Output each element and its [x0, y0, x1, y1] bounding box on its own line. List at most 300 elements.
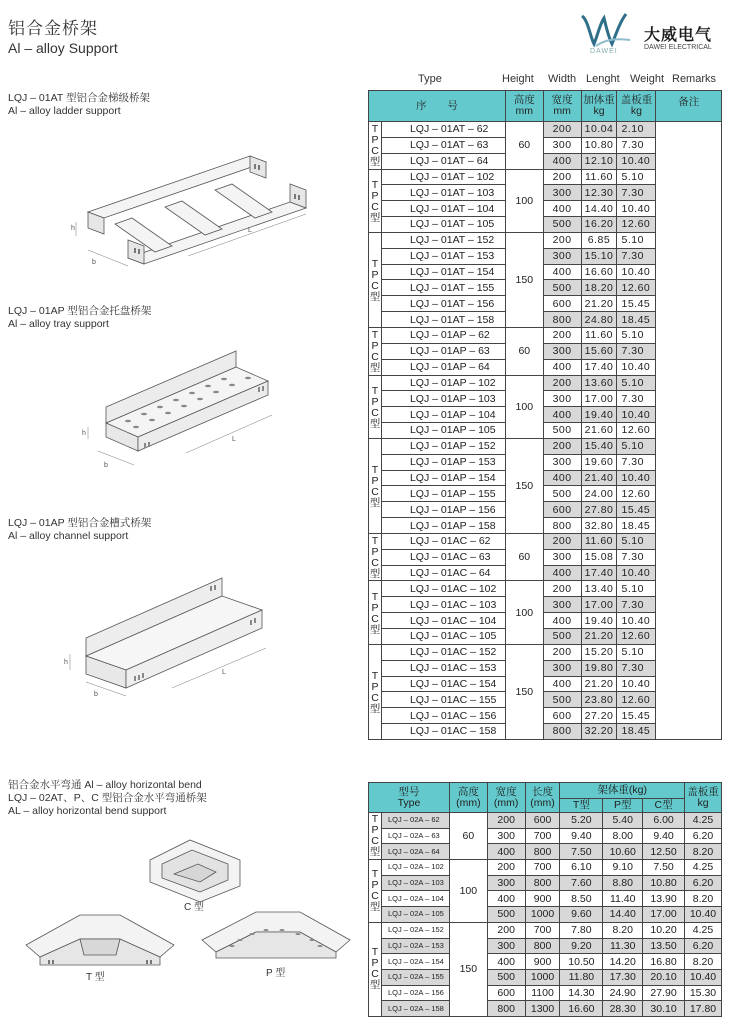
model-cell: LQJ – 01AT – 158 — [381, 312, 505, 328]
model-cell: LQJ – 02A – 154 — [381, 954, 449, 970]
weight-cell: 21.20 — [581, 629, 617, 645]
t2-header-length: 长度 (mm) — [525, 783, 560, 813]
cover-cell: 10.40 — [684, 969, 721, 985]
cover-cell: 8.20 — [684, 954, 721, 970]
width-cell: 800 — [543, 312, 581, 328]
weight-cell: 14.40 — [581, 201, 617, 217]
svg-text:b: b — [104, 462, 108, 469]
cover-cell: 10.40 — [617, 565, 656, 581]
table-row — [369, 954, 722, 970]
table-row — [369, 875, 722, 891]
t-weight-cell: 11.80 — [560, 969, 603, 985]
width-cell: 400 — [543, 676, 581, 692]
height-cell: 60 — [505, 533, 543, 581]
c-weight-cell: 10.20 — [643, 922, 685, 938]
bend-spec-table — [368, 782, 722, 1017]
model-cell: LQJ – 01AC – 154 — [381, 676, 505, 692]
weight-cell: 6.85 — [581, 232, 617, 248]
weight-cell: 17.00 — [581, 391, 617, 407]
width-cell: 300 — [543, 137, 581, 153]
length-cell: 600 — [525, 813, 560, 829]
cover-cell: 15.30 — [684, 985, 721, 1001]
svg-text:L: L — [248, 227, 252, 234]
cover-cell: 15.45 — [617, 296, 656, 312]
t-weight-cell: 6.10 — [560, 860, 603, 876]
cover-cell: 7.30 — [617, 660, 656, 676]
cover-cell: 4.25 — [684, 813, 721, 829]
table-row — [369, 844, 722, 860]
width-cell: 400 — [543, 613, 581, 629]
section-bend-label — [8, 779, 207, 818]
cover-cell: 6.20 — [684, 875, 721, 891]
type-group-label: T P C 型 — [369, 375, 382, 438]
model-cell: LQJ – 01AT – 152 — [381, 232, 505, 248]
section-channel-en: Al – alloy channel support — [8, 530, 129, 542]
weight-cell: 27.80 — [581, 502, 617, 518]
type-group-label: T P C 型 — [369, 644, 382, 739]
t2-header-height: 高度 (mm) — [449, 783, 487, 813]
section-bend-en: AL – alloy horizontal bend support — [8, 805, 167, 817]
tray-support-drawing — [76, 345, 286, 475]
model-cell: LQJ – 01AT – 105 — [381, 217, 505, 233]
model-cell: LQJ – 02A – 103 — [381, 875, 449, 891]
note-cell — [656, 122, 722, 740]
width-cell: 300 — [543, 391, 581, 407]
model-cell: LQJ – 01AP – 104 — [381, 407, 505, 423]
cover-cell: 18.45 — [617, 312, 656, 328]
type-group-label: T P C 型 — [369, 438, 382, 533]
cover-cell: 12.60 — [617, 423, 656, 439]
p-weight-cell: 24.90 — [603, 985, 643, 1001]
width-cell: 300 — [543, 185, 581, 201]
p-type-bend-drawing — [196, 900, 356, 970]
model-cell: LQJ – 02A – 104 — [381, 891, 449, 907]
brand-name-cn: 大威电气 — [644, 27, 713, 44]
c-weight-cell: 13.50 — [643, 938, 685, 954]
cover-cell: 5.10 — [617, 375, 656, 391]
model-cell: LQJ – 01AT – 154 — [381, 264, 505, 280]
model-cell: LQJ – 02A – 156 — [381, 985, 449, 1001]
weight-cell: 15.08 — [581, 549, 617, 565]
page-title-cn: 铝合金桥架 — [8, 19, 98, 38]
cover-cell: 10.40 — [617, 407, 656, 423]
cover-cell: 10.40 — [617, 264, 656, 280]
width-cell: 400 — [543, 407, 581, 423]
p-weight-cell: 11.30 — [603, 938, 643, 954]
weight-cell: 15.40 — [581, 438, 617, 454]
width-cell: 600 — [543, 708, 581, 724]
width-cell: 300 — [543, 549, 581, 565]
section-ladder-en: Al – alloy ladder support — [8, 105, 121, 117]
p-weight-cell: 28.30 — [603, 1001, 643, 1017]
model-cell: LQJ – 01AC – 155 — [381, 692, 505, 708]
support-spec-table — [368, 90, 722, 740]
table-row — [369, 969, 722, 985]
width-cell: 200 — [543, 375, 581, 391]
weight-cell: 16.20 — [581, 217, 617, 233]
model-cell: LQJ – 02A – 155 — [381, 969, 449, 985]
t-weight-cell: 7.60 — [560, 875, 603, 891]
t-type-caption: T 型 — [86, 972, 105, 983]
t-type-bend-drawing — [20, 905, 180, 975]
table-row — [369, 985, 722, 1001]
model-cell: LQJ – 01AP – 105 — [381, 423, 505, 439]
width-cell: 400 — [543, 565, 581, 581]
header-cover: 盖板重 kg — [617, 91, 656, 122]
col-height: Height — [502, 73, 534, 85]
width-cell: 500 — [543, 692, 581, 708]
length-cell: 800 — [525, 875, 560, 891]
c-weight-cell: 16.80 — [643, 954, 685, 970]
table-row — [369, 828, 722, 844]
t-weight-cell: 7.80 — [560, 922, 603, 938]
cover-cell: 12.60 — [617, 217, 656, 233]
p-weight-cell: 5.40 — [603, 813, 643, 829]
cover-cell: 10.40 — [617, 153, 656, 169]
cover-cell: 10.40 — [617, 676, 656, 692]
height-cell: 60 — [449, 813, 487, 860]
model-cell: LQJ – 01AP – 103 — [381, 391, 505, 407]
model-cell: LQJ – 01AT – 64 — [381, 153, 505, 169]
weight-cell: 10.04 — [581, 122, 617, 138]
table-row — [369, 891, 722, 907]
p-weight-cell: 10.60 — [603, 844, 643, 860]
weight-cell: 19.40 — [581, 407, 617, 423]
cover-cell: 17.80 — [684, 1001, 721, 1017]
width-cell: 300 — [543, 343, 581, 359]
c-weight-cell: 6.00 — [643, 813, 685, 829]
model-cell: LQJ – 01AC – 62 — [381, 533, 505, 549]
section-bend-cn: 铝合金水平弯通 Al – alloy horizontal bend — [8, 779, 202, 791]
cover-cell: 10.40 — [684, 907, 721, 923]
model-cell: LQJ – 01AC – 64 — [381, 565, 505, 581]
section-ladder-label — [8, 92, 150, 118]
cover-cell: 5.10 — [617, 232, 656, 248]
width-cell: 300 — [487, 938, 525, 954]
length-cell: 700 — [525, 828, 560, 844]
width-cell: 300 — [543, 597, 581, 613]
cover-cell: 6.20 — [684, 938, 721, 954]
width-cell: 300 — [487, 875, 525, 891]
model-cell: LQJ – 01AT – 102 — [381, 169, 505, 185]
model-cell: LQJ – 01AC – 105 — [381, 629, 505, 645]
p-weight-cell: 17.30 — [603, 969, 643, 985]
section-bend-cn2: LQJ – 02AT、P、C 型铝合金水平弯通桥架 — [8, 792, 207, 804]
model-cell: LQJ – 01AP – 153 — [381, 454, 505, 470]
model-cell: LQJ – 01AC – 102 — [381, 581, 505, 597]
height-cell: 150 — [505, 438, 543, 533]
type-group-label: T P C 型 — [369, 535, 381, 581]
english-column-header — [368, 73, 722, 87]
weight-cell: 21.40 — [581, 470, 617, 486]
weight-cell: 21.60 — [581, 423, 617, 439]
length-cell: 700 — [525, 922, 560, 938]
t2-header-t: T型 — [560, 799, 603, 813]
width-cell: 400 — [487, 891, 525, 907]
model-cell: LQJ – 01AC – 103 — [381, 597, 505, 613]
p-weight-cell: 14.20 — [603, 954, 643, 970]
cover-cell: 18.45 — [617, 518, 656, 534]
weight-cell: 27.20 — [581, 708, 617, 724]
section-channel-cn: LQJ – 01AP 型铝合金槽式桥架 — [8, 517, 152, 529]
cover-cell: 10.40 — [617, 470, 656, 486]
t2-header-width: 宽度 (mm) — [487, 783, 525, 813]
model-cell: LQJ – 01AT – 153 — [381, 248, 505, 264]
length-cell: 1100 — [525, 985, 560, 1001]
t-weight-cell: 7.50 — [560, 844, 603, 860]
weight-cell: 16.60 — [581, 264, 617, 280]
cover-cell: 12.60 — [617, 692, 656, 708]
table-row — [369, 907, 722, 923]
type-group-label: T P C 型 — [369, 232, 382, 327]
width-cell: 400 — [543, 470, 581, 486]
width-cell: 300 — [543, 454, 581, 470]
width-cell: 400 — [543, 153, 581, 169]
width-cell: 500 — [543, 217, 581, 233]
model-cell: LQJ – 01AP – 152 — [381, 438, 505, 454]
width-cell: 500 — [543, 629, 581, 645]
cover-cell: 7.30 — [617, 454, 656, 470]
weight-cell: 32.20 — [581, 724, 617, 740]
model-cell: LQJ – 02A – 62 — [381, 813, 449, 829]
model-cell: LQJ – 01AP – 63 — [381, 343, 505, 359]
model-cell: LQJ – 01AT – 104 — [381, 201, 505, 217]
cover-cell: 5.10 — [617, 327, 656, 343]
length-cell: 700 — [525, 860, 560, 876]
c-weight-cell: 10.80 — [643, 875, 685, 891]
height-cell: 100 — [505, 581, 543, 644]
width-cell: 600 — [543, 502, 581, 518]
width-cell: 400 — [543, 264, 581, 280]
cover-cell: 15.45 — [617, 708, 656, 724]
svg-text:h: h — [82, 430, 86, 437]
weight-cell: 19.60 — [581, 454, 617, 470]
model-cell: LQJ – 01AT – 155 — [381, 280, 505, 296]
section-channel-label — [8, 517, 151, 543]
width-cell: 200 — [543, 581, 581, 597]
width-cell: 600 — [487, 985, 525, 1001]
height-cell: 150 — [449, 922, 487, 1016]
header-seq: 序 号 — [369, 91, 506, 122]
c-weight-cell: 13.90 — [643, 891, 685, 907]
height-cell: 100 — [505, 375, 543, 438]
header-weight: 加体重 kg — [581, 91, 617, 122]
weight-cell: 17.00 — [581, 597, 617, 613]
header-note: 备注 — [656, 91, 722, 122]
section-tray-label — [8, 305, 151, 331]
cover-cell: 2.10 — [617, 122, 656, 138]
cover-cell: 12.60 — [617, 629, 656, 645]
brand-dawei: DAWEI — [590, 48, 618, 55]
weight-cell: 15.10 — [581, 248, 617, 264]
weight-cell: 21.20 — [581, 296, 617, 312]
t-weight-cell: 10.50 — [560, 954, 603, 970]
weight-cell: 12.10 — [581, 153, 617, 169]
model-cell: LQJ – 01AT – 103 — [381, 185, 505, 201]
cover-cell: 7.30 — [617, 137, 656, 153]
weight-cell: 21.20 — [581, 676, 617, 692]
col-type: Type — [418, 73, 442, 85]
weight-cell: 11.60 — [581, 533, 617, 549]
width-cell: 200 — [543, 169, 581, 185]
model-cell: LQJ – 01AP – 64 — [381, 359, 505, 375]
model-cell: LQJ – 01AP – 156 — [381, 502, 505, 518]
width-cell: 600 — [543, 296, 581, 312]
svg-text:b: b — [94, 691, 98, 698]
cover-cell: 8.20 — [684, 891, 721, 907]
cover-cell: 10.40 — [617, 613, 656, 629]
col-length: Lenght — [586, 73, 620, 85]
cover-cell: 5.10 — [617, 533, 656, 549]
width-cell: 500 — [543, 486, 581, 502]
t-weight-cell: 16.60 — [560, 1001, 603, 1017]
cover-cell: 12.60 — [617, 280, 656, 296]
col-weight: Weight — [630, 73, 665, 85]
p-weight-cell: 14.40 — [603, 907, 643, 923]
svg-text:b: b — [92, 259, 96, 266]
height-cell: 150 — [505, 232, 543, 327]
type-group-label: T P C 型 — [369, 329, 381, 375]
cover-cell: 18.45 — [617, 724, 656, 740]
model-cell: LQJ – 02A – 153 — [381, 938, 449, 954]
width-cell: 200 — [543, 232, 581, 248]
width-cell: 800 — [543, 518, 581, 534]
p-type-caption: P 型 — [266, 968, 286, 979]
type-group-label: T P C 型 — [369, 169, 382, 232]
weight-cell: 12.30 — [581, 185, 617, 201]
page-title-en: Al – alloy Support — [8, 40, 118, 56]
model-cell: LQJ – 01AP – 102 — [381, 375, 505, 391]
t-weight-cell: 9.60 — [560, 907, 603, 923]
cover-cell: 7.30 — [617, 597, 656, 613]
t-weight-cell: 8.50 — [560, 891, 603, 907]
model-cell: LQJ – 01AC – 104 — [381, 613, 505, 629]
type-group-label: T P C 型 — [369, 922, 382, 1016]
weight-cell: 32.80 — [581, 518, 617, 534]
cover-cell: 5.10 — [617, 438, 656, 454]
model-cell: LQJ – 02A – 64 — [381, 844, 449, 860]
cover-cell: 4.25 — [684, 860, 721, 876]
cover-cell: 15.45 — [617, 502, 656, 518]
support-table-body — [369, 122, 722, 740]
weight-cell: 11.60 — [581, 327, 617, 343]
height-cell: 100 — [505, 169, 543, 232]
model-cell: LQJ – 01AC – 158 — [381, 724, 505, 740]
model-cell: LQJ – 02A – 63 — [381, 828, 449, 844]
cover-cell: 8.20 — [684, 844, 721, 860]
svg-text:h: h — [64, 659, 68, 666]
weight-cell: 10.80 — [581, 137, 617, 153]
t-weight-cell: 5.20 — [560, 813, 603, 829]
cover-cell: 5.10 — [617, 644, 656, 660]
header-width: 宽度 mm — [543, 91, 581, 122]
model-cell: LQJ – 01AT – 156 — [381, 296, 505, 312]
c-weight-cell: 7.50 — [643, 860, 685, 876]
width-cell: 500 — [487, 907, 525, 923]
weight-cell: 17.40 — [581, 359, 617, 375]
width-cell: 200 — [487, 813, 525, 829]
type-group-label: T P C 型 — [369, 581, 382, 644]
cover-cell: 5.10 — [617, 581, 656, 597]
width-cell: 500 — [543, 280, 581, 296]
length-cell: 800 — [525, 938, 560, 954]
svg-text:L: L — [222, 669, 226, 676]
t-weight-cell: 9.40 — [560, 828, 603, 844]
p-weight-cell: 11.40 — [603, 891, 643, 907]
width-cell: 200 — [543, 533, 581, 549]
model-cell: LQJ – 01AP – 158 — [381, 518, 505, 534]
weight-cell: 19.40 — [581, 613, 617, 629]
width-cell: 200 — [543, 644, 581, 660]
type-group-label: T P C 型 — [369, 123, 381, 169]
length-cell: 900 — [525, 891, 560, 907]
p-weight-cell: 9.10 — [603, 860, 643, 876]
height-cell: 60 — [505, 122, 543, 170]
model-cell: LQJ – 01AC – 156 — [381, 708, 505, 724]
weight-cell: 18.20 — [581, 280, 617, 296]
weight-cell: 13.60 — [581, 375, 617, 391]
length-cell: 800 — [525, 844, 560, 860]
width-cell: 500 — [543, 423, 581, 439]
table-row — [369, 813, 722, 829]
width-cell: 300 — [543, 248, 581, 264]
model-cell: LQJ – 02A – 152 — [381, 922, 449, 938]
weight-cell: 13.40 — [581, 581, 617, 597]
model-cell: LQJ – 01AT – 63 — [381, 137, 505, 153]
table-row — [369, 122, 722, 138]
c-weight-cell: 27.90 — [643, 985, 685, 1001]
section-tray-cn: LQJ – 01AP 型铝合金托盘桥架 — [8, 305, 152, 317]
width-cell: 200 — [543, 122, 581, 138]
width-cell: 200 — [487, 860, 525, 876]
model-cell: LQJ – 01AC – 63 — [381, 549, 505, 565]
cover-cell: 12.60 — [617, 486, 656, 502]
model-cell: LQJ – 01AC – 153 — [381, 660, 505, 676]
weight-cell: 23.80 — [581, 692, 617, 708]
weight-cell: 24.00 — [581, 486, 617, 502]
cover-cell: 7.30 — [617, 549, 656, 565]
cover-cell: 7.30 — [617, 343, 656, 359]
p-weight-cell: 8.80 — [603, 875, 643, 891]
c-weight-cell: 17.00 — [643, 907, 685, 923]
weight-cell: 19.80 — [581, 660, 617, 676]
width-cell: 800 — [543, 724, 581, 740]
c-weight-cell: 9.40 — [643, 828, 685, 844]
width-cell: 200 — [487, 922, 525, 938]
model-cell: LQJ – 01AC – 152 — [381, 644, 505, 660]
length-cell: 1300 — [525, 1001, 560, 1017]
width-cell: 200 — [543, 438, 581, 454]
c-weight-cell: 30.10 — [643, 1001, 685, 1017]
section-ladder-cn: LQJ – 01AT 型铝合金梯级桥架 — [8, 92, 150, 104]
table-row — [369, 938, 722, 954]
type-group-label: T P C 型 — [369, 813, 381, 859]
brand-name-en: DAWEI ELECTRICAL — [644, 44, 712, 51]
height-cell: 150 — [505, 644, 543, 739]
p-weight-cell: 8.20 — [603, 922, 643, 938]
cover-cell: 5.10 — [617, 169, 656, 185]
t-weight-cell: 9.20 — [560, 938, 603, 954]
col-width: Width — [548, 73, 577, 85]
brand-logo — [576, 10, 726, 58]
height-cell: 100 — [449, 860, 487, 923]
t2-header-frame-weight: 架体重(kg) — [560, 783, 684, 799]
weight-cell: 15.60 — [581, 343, 617, 359]
width-cell: 300 — [543, 660, 581, 676]
width-cell: 800 — [487, 1001, 525, 1017]
width-cell: 200 — [543, 327, 581, 343]
cover-cell: 4.25 — [684, 922, 721, 938]
